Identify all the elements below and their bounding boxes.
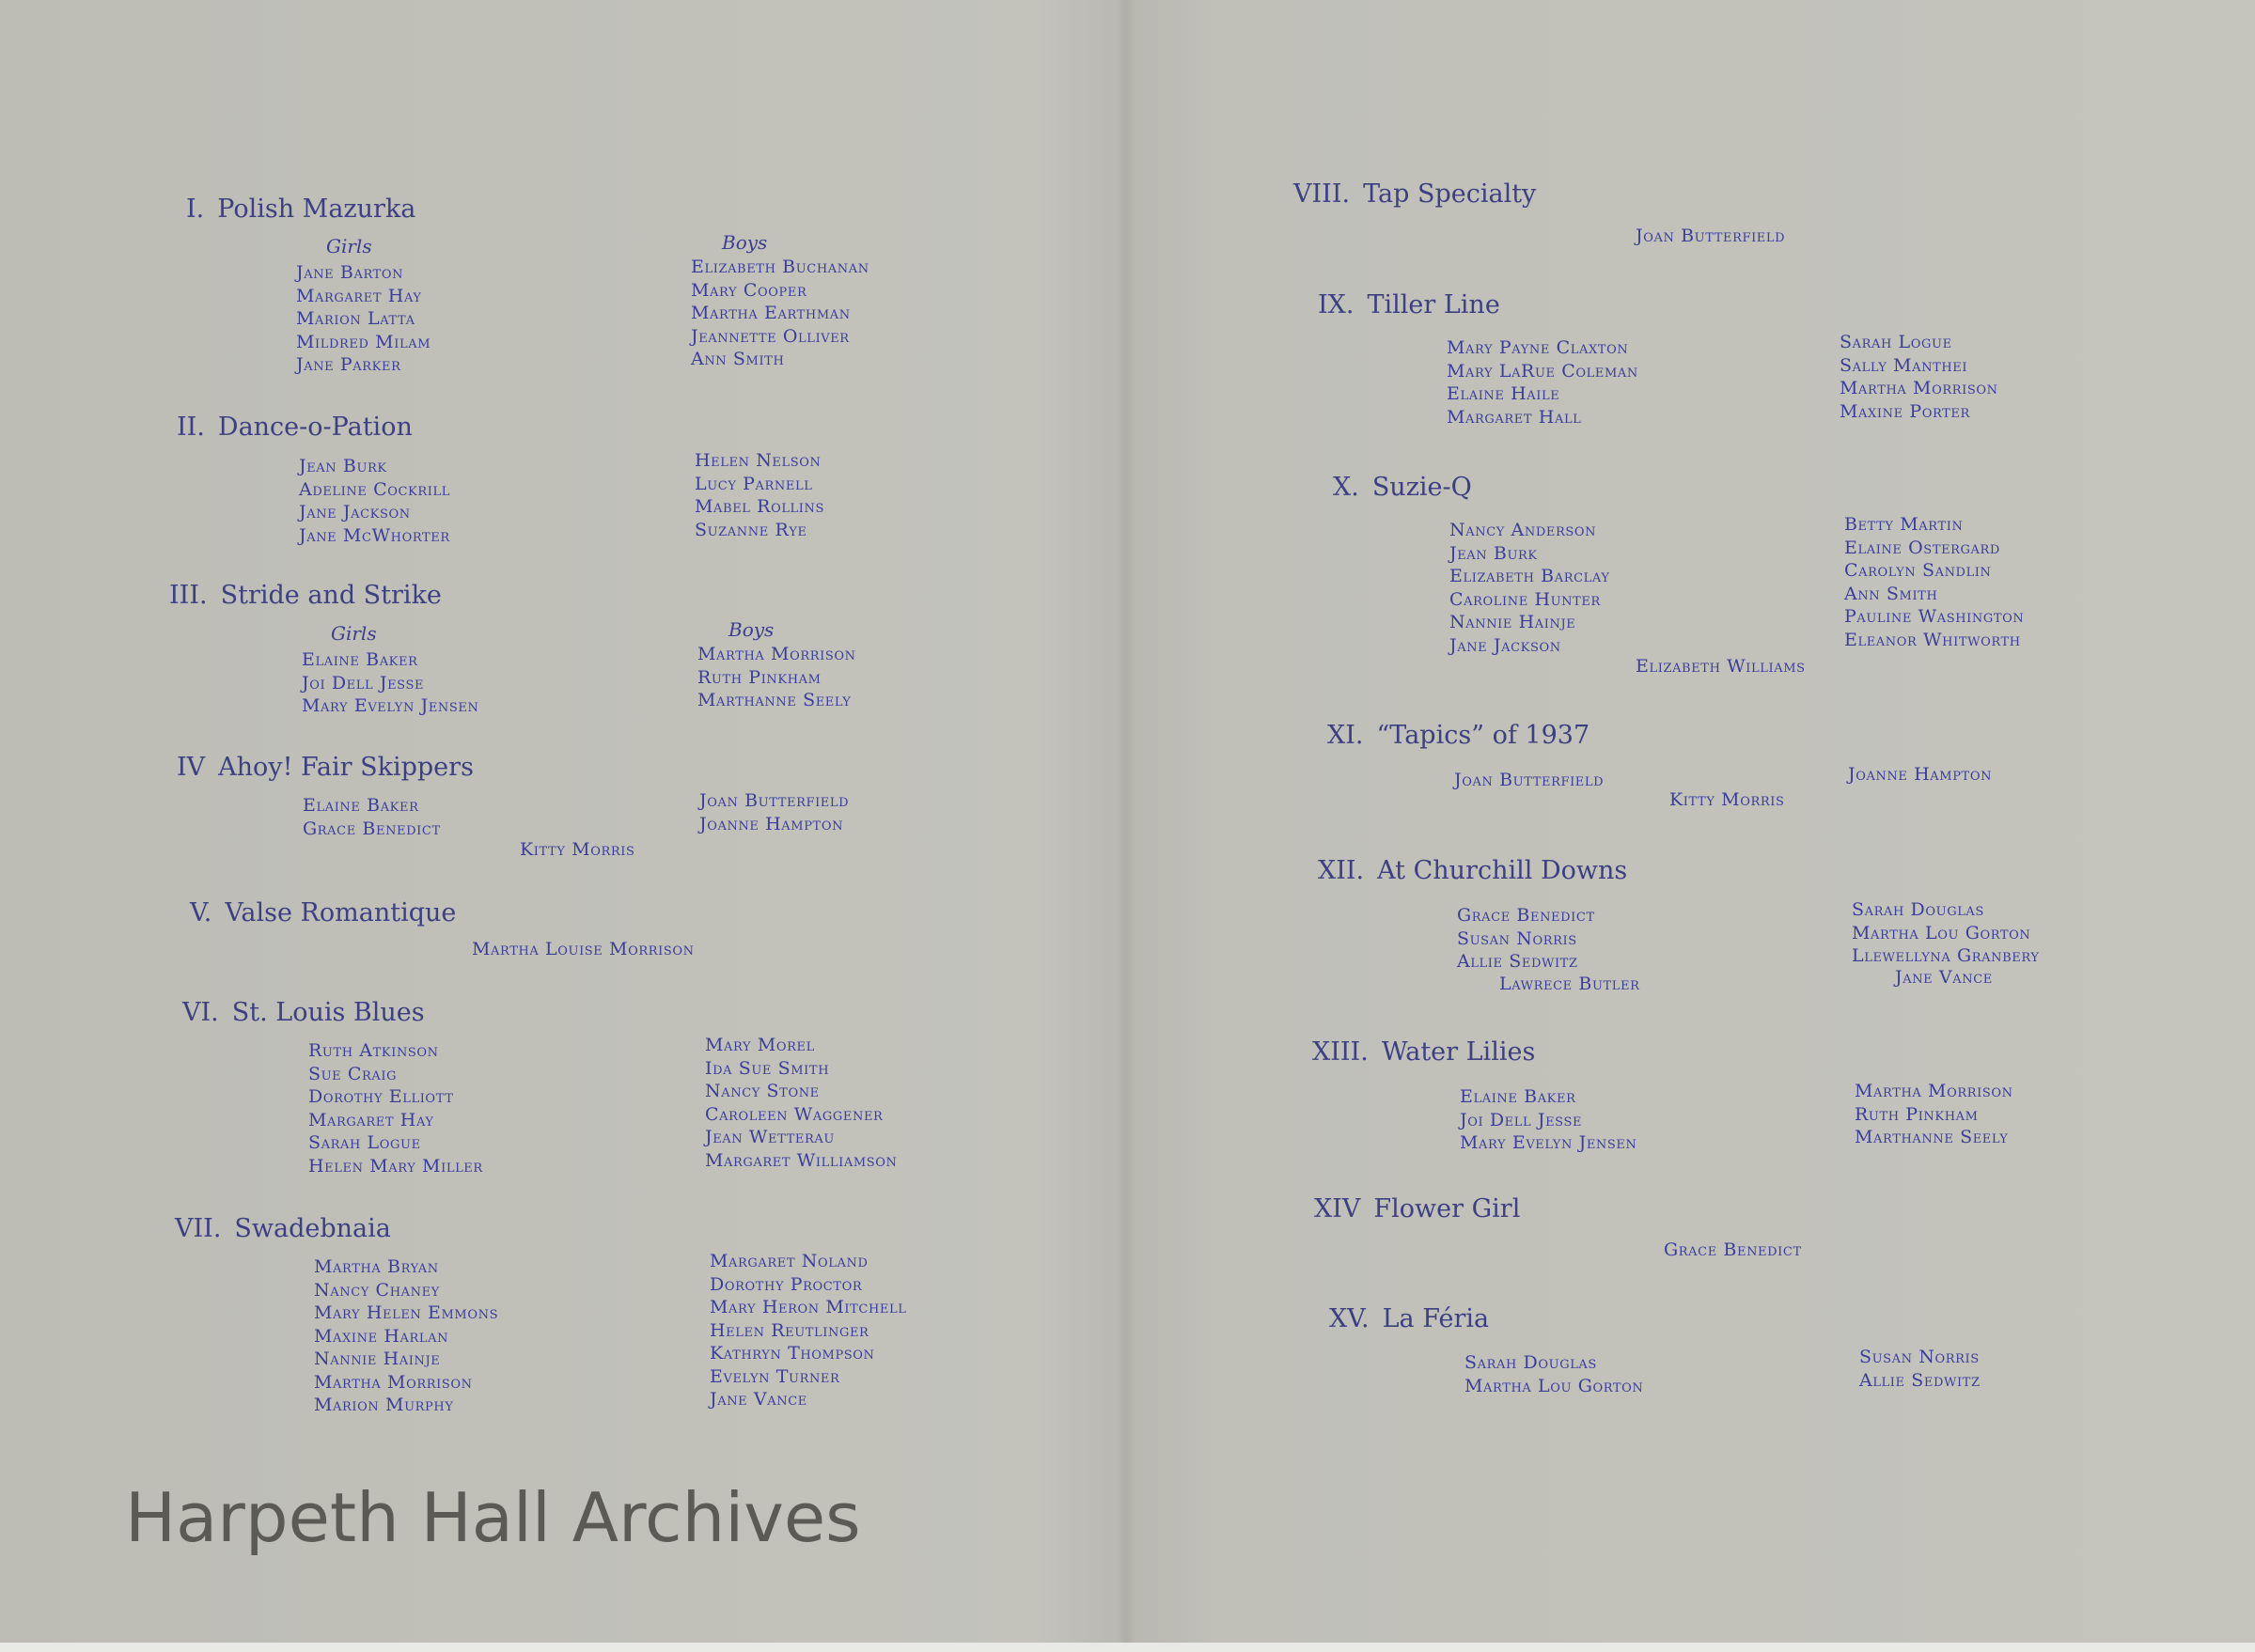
cast-name: Elaine Baker: [303, 795, 419, 816]
cast-name: Ida Sue Smith: [705, 1057, 830, 1079]
cast-column: [699, 789, 849, 835]
section-title: Water Lilies: [1381, 1037, 1536, 1067]
cast-name: Mary Evelyn Jensen: [1460, 1132, 1637, 1153]
section-number: XII.: [1318, 856, 1365, 885]
cast-name: Margaret Hay: [296, 285, 422, 306]
section-heading: [190, 897, 456, 929]
cast-column: [303, 794, 441, 840]
cast-column: [314, 1255, 498, 1417]
section-number: X.: [1333, 473, 1359, 502]
cast-name: Sarah Logue: [1840, 332, 1952, 352]
section-title: Dance-o-Pation: [217, 413, 413, 442]
solo-performer: Elizabeth Williams: [1636, 656, 1806, 677]
cast-name: Helen Nelson: [695, 450, 822, 471]
section-number: XIII.: [1312, 1037, 1369, 1067]
cast-column: [705, 1034, 898, 1172]
cast-name: Eleanor Whitworth: [1844, 629, 2021, 650]
section-number: III.: [169, 581, 208, 610]
cast-name: Sarah Douglas: [1852, 899, 1984, 920]
cast-name: Allie Sedwitz: [1859, 1369, 1981, 1391]
cast-name: Elaine Ostergard: [1844, 537, 2000, 558]
section-heading: [1318, 289, 1500, 321]
archive-watermark: Harpeth Hall Archives: [125, 1478, 861, 1557]
cast-name: Joanne Hampton: [699, 813, 844, 834]
cast-name: Elaine Haile: [1447, 383, 1560, 404]
cast-name: Jane Jackson: [299, 502, 411, 522]
cast-name: Helen Reutlinger: [710, 1319, 869, 1341]
cast-name: Martha Morrison: [697, 644, 856, 664]
section-title: Flower Girl: [1373, 1194, 1521, 1223]
section-title: Tap Specialty: [1363, 179, 1537, 209]
cast-name: Pauline Washington: [1844, 606, 2025, 627]
cast-name: Jane McWhorter: [299, 524, 450, 546]
cast-name: Sally Manthei: [1840, 354, 1968, 376]
cast-column: [302, 648, 478, 718]
section-title: Ahoy! Fair Skippers: [218, 753, 474, 782]
cast-name: Susan Norris: [1457, 927, 1577, 949]
section-heading: [177, 412, 413, 444]
cast-name: Suzanne Rye: [695, 519, 807, 540]
cast-name: Sarah Douglas: [1464, 1352, 1597, 1373]
group-subheading: Boys: [722, 231, 768, 254]
cast-column: [1852, 898, 2040, 968]
cast-name: Jane Parker: [296, 354, 401, 375]
cast-name: Carolyn Sandlin: [1844, 560, 1992, 581]
cast-name: Mary Evelyn Jensen: [302, 695, 479, 716]
section-title: At Churchill Downs: [1377, 856, 1628, 885]
section-title: Polish Mazurka: [217, 195, 416, 224]
cast-column: [1464, 1351, 1643, 1397]
cast-name: Grace Benedict: [1457, 905, 1595, 926]
cast-column: [1447, 336, 1638, 429]
section-title: Valse Romantique: [225, 898, 457, 927]
section-number: VIII.: [1293, 179, 1351, 209]
solo-performer: Joan Butterfield: [1636, 226, 1786, 246]
section-number: VII.: [175, 1214, 222, 1243]
section-title: La Féria: [1382, 1304, 1490, 1333]
section-number: VI.: [182, 998, 219, 1027]
cast-name: Margaret Hay: [308, 1109, 434, 1130]
cast-name: Mary LaRue Coleman: [1447, 360, 1638, 382]
cast-column: [1460, 1085, 1636, 1155]
cast-name: Helen Mary Miller: [308, 1155, 483, 1177]
cast-name: Ruth Pinkham: [697, 666, 822, 688]
cast-name: Marthanne Seely: [697, 690, 852, 710]
cast-name: Lucy Parnell: [695, 473, 813, 494]
section-number: IX.: [1318, 290, 1355, 319]
cast-name: Ruth Atkinson: [308, 1040, 439, 1061]
section-heading: [169, 580, 442, 612]
section-number: V.: [190, 898, 212, 927]
section-number: IV: [177, 753, 206, 782]
cast-name: Ann Smith: [1844, 583, 1938, 604]
solo-performer: Kitty Morris: [520, 839, 635, 860]
cast-column: [296, 261, 431, 377]
cast-name: Nannie Hainje: [1449, 612, 1576, 632]
section-number: XIV: [1314, 1194, 1361, 1223]
cast-name: Adeline Cockrill: [299, 478, 450, 500]
section-number: XV.: [1329, 1304, 1370, 1333]
section-heading: [1314, 1193, 1520, 1225]
cast-name: Sarah Logue: [308, 1132, 421, 1153]
cast-name: Jean Wetterau: [705, 1127, 835, 1147]
cast-name: Marion Murphy: [314, 1395, 454, 1415]
cast-column: [691, 256, 869, 371]
section-number: XI.: [1327, 721, 1364, 750]
group-subheading: Girls: [326, 235, 372, 257]
solo-performer: Kitty Morris: [1669, 789, 1785, 810]
cast-name: Elizabeth Buchanan: [691, 257, 869, 277]
cast-name: Mary Payne Claxton: [1447, 337, 1629, 358]
section-number: II.: [177, 413, 205, 442]
cast-name: Martha Morrison: [314, 1371, 473, 1393]
cast-column: [308, 1039, 483, 1177]
cast-name: Joan Butterfield: [1454, 770, 1605, 790]
cast-name: Mabel Rollins: [695, 496, 825, 517]
cast-name: Joan Butterfield: [699, 790, 850, 811]
cast-name: Jane Barton: [296, 262, 404, 283]
solo-performer: Grace Benedict: [1664, 1239, 1802, 1260]
cast-name: Joanne Hampton: [1848, 764, 1993, 785]
cast-name: Jane Vance: [710, 1389, 807, 1410]
group-subheading: Girls: [331, 622, 377, 645]
cast-column: [710, 1250, 906, 1411]
section-heading: [175, 1213, 391, 1245]
cast-name: Mary Cooper: [691, 279, 807, 301]
cast-name: Jeannette Olliver: [691, 325, 850, 347]
cast-name: Jean Burk: [299, 456, 387, 476]
cast-name: Jane Jackson: [1449, 634, 1561, 656]
section-title: “Tapics” of 1937: [1376, 721, 1590, 750]
cast-name: Grace Benedict: [303, 818, 441, 839]
cast-name: Dorothy Elliott: [308, 1086, 454, 1107]
cast-name: Ann Smith: [691, 349, 785, 369]
section-number: I.: [186, 195, 205, 224]
solo-performer: Lawrece Butler: [1499, 974, 1640, 994]
cast-name: Jean Burk: [1449, 542, 1538, 564]
cast-column: [1449, 519, 1610, 657]
cast-name: Betty Martin: [1844, 514, 1964, 535]
cast-name: Margaret Hall: [1447, 406, 1582, 428]
section-title: Stride and Strike: [220, 581, 442, 610]
section-title: Swadebnaia: [234, 1214, 391, 1243]
cast-name: Evelyn Turner: [710, 1365, 840, 1387]
cast-name: Elizabeth Barclay: [1449, 566, 1610, 586]
cast-column: [1457, 904, 1595, 974]
cast-name: Elaine Baker: [302, 649, 418, 670]
section-heading: [182, 997, 425, 1029]
cast-name: Martha Morrison: [1840, 378, 1998, 398]
cast-name: Joi Dell Jesse: [1460, 1109, 1583, 1130]
section-heading: [1329, 1303, 1489, 1335]
cast-column: [1859, 1346, 1981, 1392]
cast-name: Llewellyna Granbery: [1852, 945, 2040, 966]
cast-name: Marthanne Seely: [1855, 1127, 2009, 1147]
cast-name: Martha Earthman: [691, 303, 851, 323]
cast-name: Ruth Pinkham: [1855, 1103, 1979, 1125]
cast-name: Marion Latta: [296, 308, 415, 329]
cast-name: Susan Norris: [1859, 1347, 1980, 1367]
cast-column: [1855, 1080, 2013, 1149]
cast-name: Margaret Noland: [710, 1251, 869, 1271]
section-title: Tiller Line: [1367, 290, 1500, 319]
cast-name: Sue Craig: [308, 1063, 398, 1084]
section-heading: [186, 194, 415, 226]
cast-name: Mary Morel: [705, 1035, 815, 1055]
section-title: St. Louis Blues: [231, 998, 425, 1027]
section-heading: [1293, 179, 1536, 210]
cast-column: [697, 643, 856, 712]
cast-name: Martha Lou Gorton: [1852, 922, 2031, 943]
cast-name: Maxine Harlan: [314, 1325, 449, 1347]
cast-column: [1844, 513, 2024, 651]
cast-name: Dorothy Proctor: [710, 1273, 863, 1295]
cast-name: Maxine Porter: [1840, 400, 1970, 422]
group-subheading: Boys: [728, 618, 775, 641]
solo-performer: Jane Vance: [1895, 967, 1993, 988]
section-title: Suzie-Q: [1371, 473, 1472, 502]
section-heading: [1333, 472, 1472, 504]
cast-column: [299, 455, 450, 547]
cast-column: [695, 449, 824, 541]
cast-column: [1454, 769, 1604, 792]
cast-name: Mary Heron Mitchell: [710, 1297, 907, 1317]
solo-performer: Martha Louise Morrison: [472, 939, 695, 959]
cast-name: Margaret Williamson: [705, 1149, 898, 1171]
cast-name: Martha Morrison: [1855, 1081, 2013, 1101]
cast-name: Caroleen Waggener: [705, 1103, 884, 1125]
section-heading: [1318, 855, 1627, 887]
cast-name: Kathryn Thompson: [710, 1343, 875, 1364]
cast-name: Caroline Hunter: [1449, 588, 1601, 610]
cast-name: Nannie Hainje: [314, 1348, 441, 1369]
section-heading: [177, 752, 474, 784]
cast-name: Elaine Baker: [1460, 1086, 1576, 1107]
cast-column: [1848, 763, 1992, 787]
cast-name: Nancy Anderson: [1449, 520, 1597, 540]
cast-name: Martha Lou Gorton: [1464, 1375, 1644, 1396]
cast-column: [1840, 331, 1998, 423]
cast-name: Allie Sedwitz: [1457, 951, 1578, 972]
cast-name: Martha Bryan: [314, 1256, 439, 1277]
cast-name: Mary Helen Emmons: [314, 1302, 499, 1323]
cast-name: Mildred Milam: [296, 331, 431, 352]
section-heading: [1327, 720, 1589, 752]
cast-name: Nancy Chaney: [314, 1279, 440, 1301]
cast-name: Nancy Stone: [705, 1081, 820, 1101]
cast-name: Joi Dell Jesse: [302, 672, 425, 694]
section-heading: [1312, 1036, 1535, 1068]
